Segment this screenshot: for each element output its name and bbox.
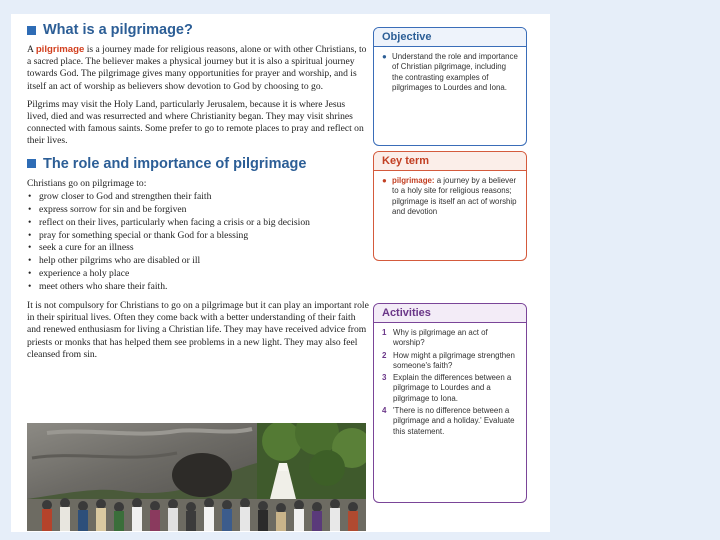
pilgrimage-term: pilgrimage (35, 44, 85, 55)
activity-item (382, 373, 518, 404)
key-term-definition: a journey by a believer to a holy site for religious reasons; pilgrimage is itself an act of worship and devotion (392, 176, 517, 216)
activities-title: Activities (374, 304, 526, 323)
objective-item (382, 52, 518, 93)
para-prefix: A (27, 44, 36, 55)
main-column (27, 20, 369, 367)
heading-text: The role and importance of pilgrimage (43, 155, 307, 172)
bullet-icon: ● (382, 52, 387, 61)
heading-square-icon (27, 26, 36, 35)
activity-question: How might a pilgrimage strengthen someone's faith? (393, 350, 515, 370)
objective-title: Objective (374, 28, 526, 47)
bullet-icon: ● (382, 176, 387, 185)
reason-list-item: • seek a cure for an illness (27, 242, 369, 255)
objective-body (374, 47, 526, 97)
activity-item (382, 328, 518, 349)
activity-number: 3 (382, 373, 387, 383)
reasons-list (27, 191, 369, 294)
key-term-body (374, 171, 526, 221)
key-term-word: pilgrimage: (392, 176, 435, 185)
reason-list-item: • reflect on their lives, particularly when facing a crisis or a big decision (27, 217, 369, 230)
activity-number: 4 (382, 406, 387, 416)
section-heading-what-is-pilgrimage (27, 20, 369, 40)
objective-box (373, 27, 527, 146)
textbook-page (11, 14, 550, 532)
heading-square-icon (27, 159, 36, 168)
reason-list-item: • pray for something special or thank God for a blessing (27, 230, 369, 243)
lourdes-grotto-photo (27, 423, 366, 531)
activity-item (382, 406, 518, 437)
reason-list-item: • help other pilgrims who are disabled or ill (27, 255, 369, 268)
reason-list-item: • experience a holy place (27, 268, 369, 281)
activities-box (373, 303, 527, 503)
activity-item (382, 351, 518, 372)
pilgrimage-definition-paragraph (27, 44, 369, 93)
activity-question: Explain the differences between a pilgrimage to Lourdes and a pilgrimage to Iona. (393, 373, 512, 403)
closing-paragraph: It is not compulsory for Christians to go on a pilgrimage but it can play an important role in their spiritual lives. Often they come back with a better understanding of their faith and renewed enthusiasm for living a Christian life. They may have received advice from priests or monks that has helped them see problems in a new light. They may also feel cleansed from sin. (27, 300, 369, 360)
reason-list-item: • express sorrow for sin and be forgiven (27, 204, 369, 217)
activity-number: 1 (382, 328, 387, 337)
reason-list-item: • meet others who share their faith. (27, 281, 369, 294)
holy-land-paragraph: Pilgrims may visit the Holy Land, particularly Jerusalem, because it is where Jesus lived, died and was resurrected and where Christianity began. They may visit shrines connected with famous saints. Some prefer to go to remote places to pray and reflect on their lives. (27, 98, 364, 147)
activity-question: 'There is no difference between a pilgrimage and a holiday.' Evaluate this statement. (393, 406, 515, 436)
objective-text: Understand the role and importance of Christian pilgrimage, including the contrasting examples of pilgrimages to Lourdes and Iona. (392, 52, 518, 92)
key-term-item (382, 176, 518, 217)
key-term-title: Key term (374, 152, 526, 171)
activities-list (374, 323, 526, 443)
section-heading-role-importance (27, 154, 369, 174)
activity-question: Why is pilgrimage an act of worship? (393, 328, 488, 348)
key-term-box (373, 151, 527, 261)
reasons-intro: Christians go on pilgrimage to: (27, 177, 147, 189)
para-rest: is a journey made for religious reasons, alone or with other Christians, to a sacred place. The believer makes a physical journey but it is also a spiritual journey towards God. The pilgrimage gives many opportunities for prayer and worship, and is itself an act of worship as believers show devotion to God by choosing to go. (27, 44, 367, 92)
activity-number: 2 (382, 350, 387, 360)
grotto-photo-illustration (27, 423, 366, 531)
reason-list-item: • grow closer to God and strengthen their faith (27, 191, 369, 204)
heading-text: What is a pilgrimage? (43, 22, 193, 38)
